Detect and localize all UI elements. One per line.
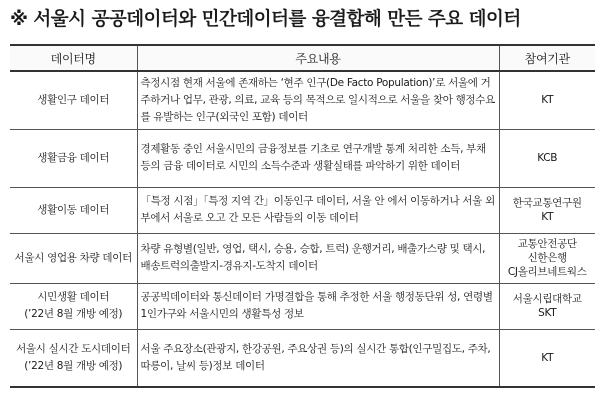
org-name: 교통안전공단	[517, 238, 577, 250]
row-name-cell	[10, 233, 137, 283]
row-content: 측정시점 현재 서울에 존재하는 ‘현주 인구(De Facto Population)’로 서울에 거주하거나 업무, 관광, 의료, 교육 등의 목적으로 일시적으로 서울을 찾아 행정수요를 유발하는 인구(외국인 포함) 데이터	[137, 71, 499, 129]
column-header-org: 참여기관	[499, 45, 595, 71]
row-name-cell	[10, 329, 137, 387]
row-content: 공공빅데이터와 통신데이터 가명결합을 통해 추정한 서울 행정동단위 성, 연령별 1인가구와 서울시민의 생활특성 정보	[137, 283, 499, 329]
column-header-content: 주요내용	[137, 45, 499, 71]
org-name: KT	[541, 351, 554, 364]
row-content: 서울 주요장소(관광지, 한강공원, 주요상권 등)의 실시간 통합(인구밀집도, 주차, 따릉이, 날씨 등)정보 데이터	[137, 329, 499, 387]
row-content: 경제활동 중인 서울시민의 금융정보를 기초로 연구개발 통계 처리한 소득, 부채 등의 금융 데이터로 시민의 소득수준과 생활실태를 파악하기 위한 데이터	[137, 129, 499, 187]
org-name: KT	[541, 94, 554, 107]
data-table	[10, 44, 595, 388]
table-row	[10, 283, 595, 329]
table-row	[10, 233, 595, 283]
org-name: SKT	[538, 307, 557, 319]
row-name: 생활이동 데이터	[37, 203, 110, 216]
table-row	[10, 71, 595, 129]
row-name-note: (’22년 8월 개방 예정)	[24, 359, 123, 372]
table-row	[10, 329, 595, 387]
row-content: 「특정 시점」「특정 지역 간」이동인구 데이터, 서울 안 에서 이동하거나 서울 외부에서 서울로 오고 간 모든 사람들의 이동 데이터	[137, 187, 499, 233]
table-header-row	[10, 45, 595, 71]
row-name: 서울시 영업용 차량 데이터	[14, 251, 132, 264]
row-name-cell	[10, 129, 137, 187]
table-row	[10, 187, 595, 233]
row-name: 생활금융 데이터	[37, 151, 110, 164]
column-header-name: 데이터명	[10, 45, 137, 71]
row-name: 시민생활 데이터	[37, 291, 110, 303]
org-name: CJ올리브네트웍스	[507, 266, 587, 278]
org-name: 서울시립대학교	[512, 293, 582, 305]
row-org-cell	[499, 71, 595, 129]
org-name: KCB	[537, 152, 558, 164]
org-name: 한국교통연구원	[512, 197, 582, 209]
row-content: 차량 유형별(일반, 영업, 택시, 승용, 승합, 트럭) 운행거리, 배출가스량 및 택시, 배송트럭의출발지-경유지-도착지 데이터	[137, 233, 499, 283]
row-name-cell	[10, 71, 137, 129]
row-name: 서울시 실시간 도시데이터	[16, 342, 131, 355]
row-org-cell	[499, 233, 595, 283]
page-title: ※ 서울시 공공데이터와 민간데이터를 융결합해 만든 주요 데이터	[10, 9, 521, 30]
row-org-cell	[499, 329, 595, 387]
row-name-note: (’22년 8월 개방 예정)	[24, 308, 123, 320]
row-org-cell	[499, 187, 595, 233]
table-row	[10, 129, 595, 187]
row-org-cell	[499, 283, 595, 329]
row-name-cell	[10, 283, 137, 329]
row-org-cell	[499, 129, 595, 187]
org-name: 신한은행	[527, 252, 567, 264]
row-name: 생활인구 데이터	[37, 93, 110, 106]
row-name-cell	[10, 187, 137, 233]
org-name: KT	[541, 211, 554, 223]
